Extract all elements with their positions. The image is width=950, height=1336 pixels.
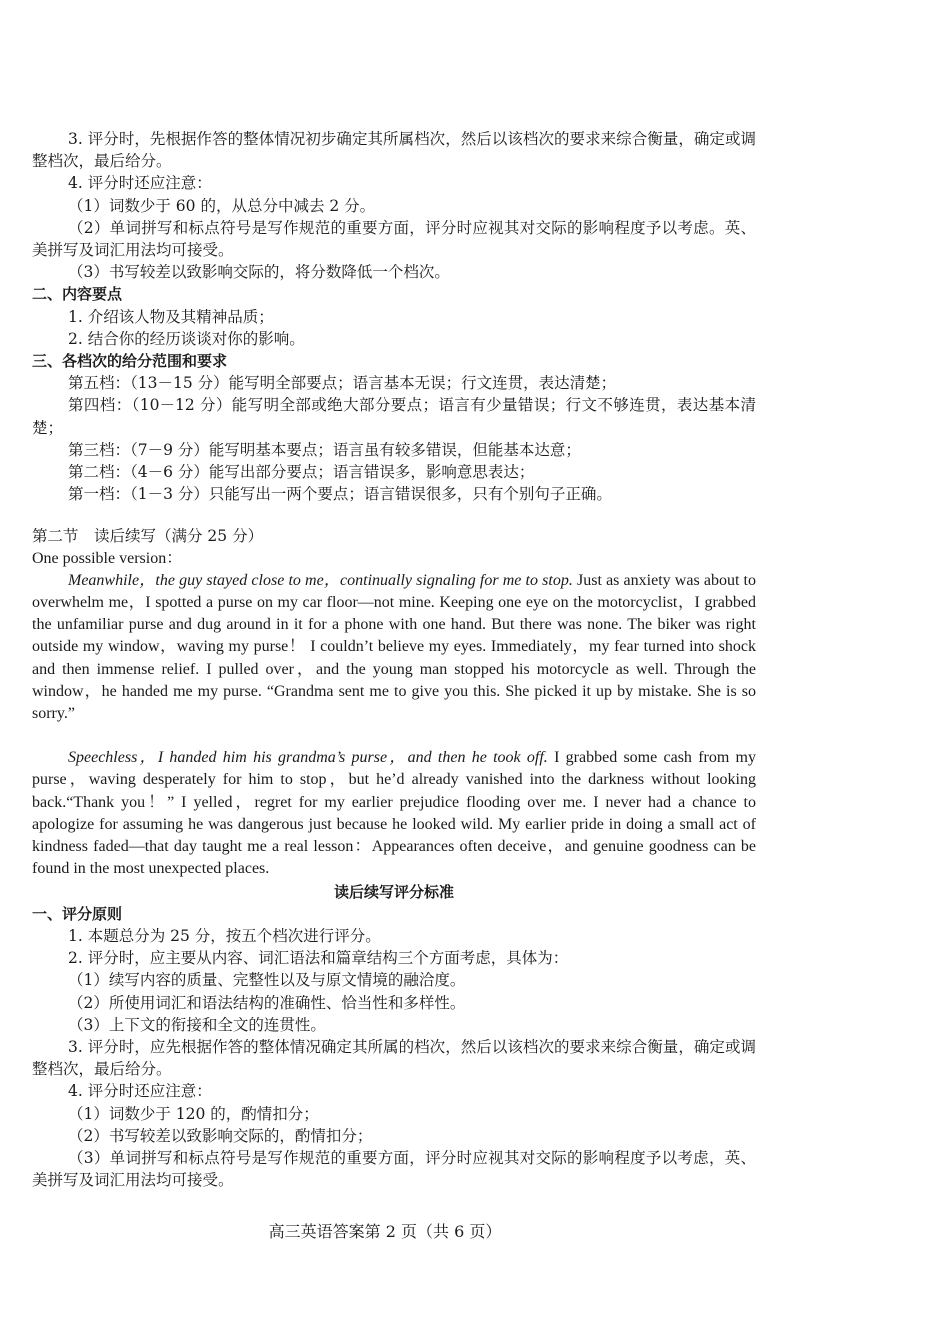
grade-level-2: 第二档：（4－6 分）能写出部分要点；语言错误多，影响意思表达； [68, 463, 535, 482]
grade-level-3: 第三档：（7－9 分）能写明基本要点；语言虽有较多错误，但能基本达意； [68, 440, 581, 459]
section2-title: 第二节 读后续写（满分 25 分） [32, 527, 264, 546]
grade-level-5: 第五档：（13－15 分）能写明全部要点；语言基本无误；行文连贯，表达清楚； [68, 374, 617, 393]
paragraph-1-body: Just as anxiety was about to overwhelm me，I spotted a purse on my car floor—not mine. Keeping one eye on the motorcyclist，I grabbed the unfamiliar purse and dug around in it for a phone with one hand. But there was none. The biker was right outside my window，waving my purse！ I couldn’t believe my eyes. Immediately，my fear turned into shock and then immense relief. I pulled over，and the young man stopped his motorcycle as well. Through the window，he handed me my purse. “Grandma sent me to give you this. She picked it up by mistake. She is so sorry.” [32, 571, 756, 723]
scoring-rule-4-title: 4. 评分时还应注意： [68, 174, 212, 193]
scoring-rule-4-sub1: （1）词数少于 60 的，从总分中减去 2 分。 [68, 196, 376, 215]
paragraph-2-body: I grabbed some cash from my purse，waving desperately for him to stop，but he’d already vanished into the darkness without looking back.“Thank you！” I yelled，regret for my earlier prejudice flooding over me. I never had a chance to apologize for assuming he was dangerous just because he looked wild. My earlier pride in doing a small act of kindness faded—that day taught me a real lesson：Appearances often deceive，and genuine goodness can be found in the most unexpected places. [32, 749, 757, 878]
criteria-item-4-sub1: （1）词数少于 120 的，酌情扣分； [68, 1104, 319, 1123]
page-footer: 高三英语答案第 2 页（共 6 页） [268, 1222, 502, 1241]
criteria-item-2: 2. 评分时，应主要从内容、词汇语法和篇章结构三个方面考虑，具体为： [68, 949, 569, 968]
content-points-heading: 二、内容要点 [32, 285, 123, 304]
content-point-1: 1. 介绍该人物及其精神品质； [68, 307, 274, 326]
criteria-title: 读后续写评分标准 [333, 882, 454, 901]
grade-level-1: 第一档：（1－3 分）只能写出一两个要点；语言错误很多，只有个别句子正确。 [68, 485, 612, 504]
continuation-paragraph-2 [32, 747, 756, 880]
scoring-rule-4-sub3: （3）书写较差以致影响交际的，将分数降低一个档次。 [68, 263, 450, 282]
content-point-2: 2. 结合你的经历谈谈对你的影响。 [68, 329, 305, 348]
answer-page [32, 128, 756, 1191]
paragraph-1-lead: Meanwhile，the guy stayed close to me，continually signaling for me to stop. [68, 571, 573, 589]
scoring-rule-4-sub2: （2）单词拼写和标点符号是写作规范的重要方面，评分时应视其对交际的影响程度予以考虑。英、美拼写及词汇用法均可接受。 [32, 218, 756, 260]
criteria-item-2-sub1: （1）续写内容的质量、完整性以及与原文情境的融洽度。 [68, 971, 466, 990]
grade-levels-heading: 三、各档次的给分范围和要求 [32, 352, 228, 371]
grade-level-4: 第四档：（10－12 分）能写明全部或绝大部分要点；语言有少量错误；行文不够连贯，表达基本清楚； [32, 396, 756, 437]
paragraph-2-lead: Speechless，I handed him his grandma’s purse，and then he took off. [68, 749, 548, 767]
criteria-item-2-sub2: （2）所使用词汇和语法结构的准确性、恰当性和多样性。 [68, 993, 466, 1012]
criteria-item-3: 3. 评分时，应先根据作答的整体情况确定其所属的档次，然后以该档次的要求来综合衡量，确定或调整档次，最后给分。 [32, 1037, 756, 1079]
version-label: One possible version： [32, 549, 183, 567]
criteria-item-4-sub2: （2）书写较差以致影响交际的，酌情扣分； [68, 1126, 373, 1145]
criteria-item-2-sub3: （3）上下文的衔接和全文的连贯性。 [68, 1015, 326, 1034]
criteria-item-1: 1. 本题总分为 25 分，按五个档次进行评分。 [68, 926, 381, 945]
criteria-item-4-sub3: （3）单词拼写和标点符号是写作规范的重要方面，评分时应视其对交际的影响程度予以考虑，英、美拼写及词汇用法均可接受。 [32, 1148, 756, 1190]
scoring-rule-3: 3. 评分时，先根据作答的整体情况初步确定其所属档次，然后以该档次的要求来综合衡量，确定或调整档次，最后给分。 [32, 130, 756, 171]
continuation-paragraph-1 [32, 570, 756, 725]
criteria-item-4-title: 4. 评分时还应注意： [68, 1082, 212, 1101]
criteria-heading-1: 一、评分原则 [32, 904, 123, 923]
